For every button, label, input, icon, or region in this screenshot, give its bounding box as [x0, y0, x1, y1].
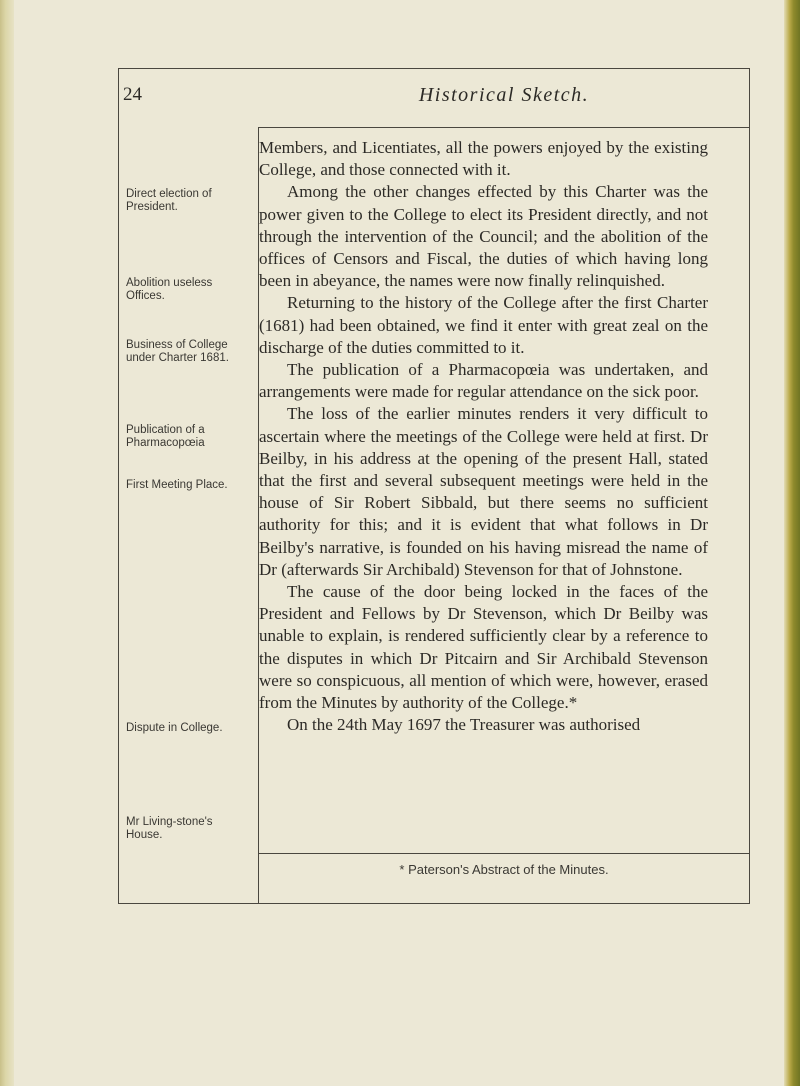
frame-left-rule	[118, 68, 119, 903]
footnote: * Paterson's Abstract of the Minutes.	[399, 862, 609, 877]
frame-right-rule	[749, 68, 750, 903]
page-fore-edge	[784, 0, 800, 1086]
margin-note-direct-election: Direct election of President.	[126, 188, 212, 213]
margin-note-pharmacopoeia: Publication of a Pharmacopœia	[126, 424, 205, 449]
paragraph: Returning to the history of the College after the first Charter (1681) had been obtained, we find it enter with great zeal on the discharge of the duties committed to it.	[259, 293, 708, 357]
page-number: 24	[123, 84, 142, 105]
paragraph: The publication of a Pharmacopœia was undertaken, and arrangements were made for regular attendance on the sick poor.	[259, 360, 708, 402]
margin-note-business: Business of College under Charter 1681.	[126, 339, 229, 364]
frame-top-rule	[118, 68, 750, 69]
paragraph: On the 24th May 1697 the Treasurer was authorised	[287, 715, 641, 735]
margin-note-dispute: Dispute in College.	[126, 722, 223, 734]
paragraph: Members, and Licentiates, all the powers enjoyed by the existing College, and those connected with it.	[259, 138, 708, 180]
header-rule	[258, 127, 750, 128]
paragraph: The loss of the earlier minutes renders it very difficult to ascertain where the meetings of the College were held at first. Dr Beilby, in his address at the opening of the present Hall, stated that the first and several subsequent meetings were held in the house of Sir Robert Sibbald, but there seems no sufficient authority for this; and it is evident that what follows in Dr Beilby's narrative, is founded on his having misread the name of Dr (afterwards Sir Archibald) Stevenson for that of Johnstone.	[259, 404, 708, 579]
page-gutter-shadow	[0, 0, 14, 1086]
paragraph: Among the other changes effected by this Charter was the power given to the College to elect its President directly, and not through the intervention of the Council; and the abolition of the offices of Censors and Fiscal, the duties of which having long been in abeyance, the names were now finally relinquished.	[259, 182, 708, 291]
running-head: Historical Sketch.	[418, 84, 590, 106]
margin-note-livingstone: Mr Living-stone's House.	[126, 816, 213, 841]
margin-note-abolition: Abolition useless Offices.	[126, 277, 213, 302]
margin-note-first-meeting: First Meeting Place.	[126, 479, 228, 491]
footnote-rule	[258, 853, 750, 854]
frame-bottom-rule	[118, 903, 750, 904]
paragraph: The cause of the door being locked in the faces of the President and Fellows by Dr Stevenson, which Dr Beilby was unable to explain, is rendered sufficiently clear by a reference to the disputes in which Dr Pitcairn and Sir Archibald Stevenson were so conspicuous, all mention of which were, however, erased from the Minutes by authority of the College.*	[259, 582, 708, 713]
body-text	[259, 137, 708, 736]
